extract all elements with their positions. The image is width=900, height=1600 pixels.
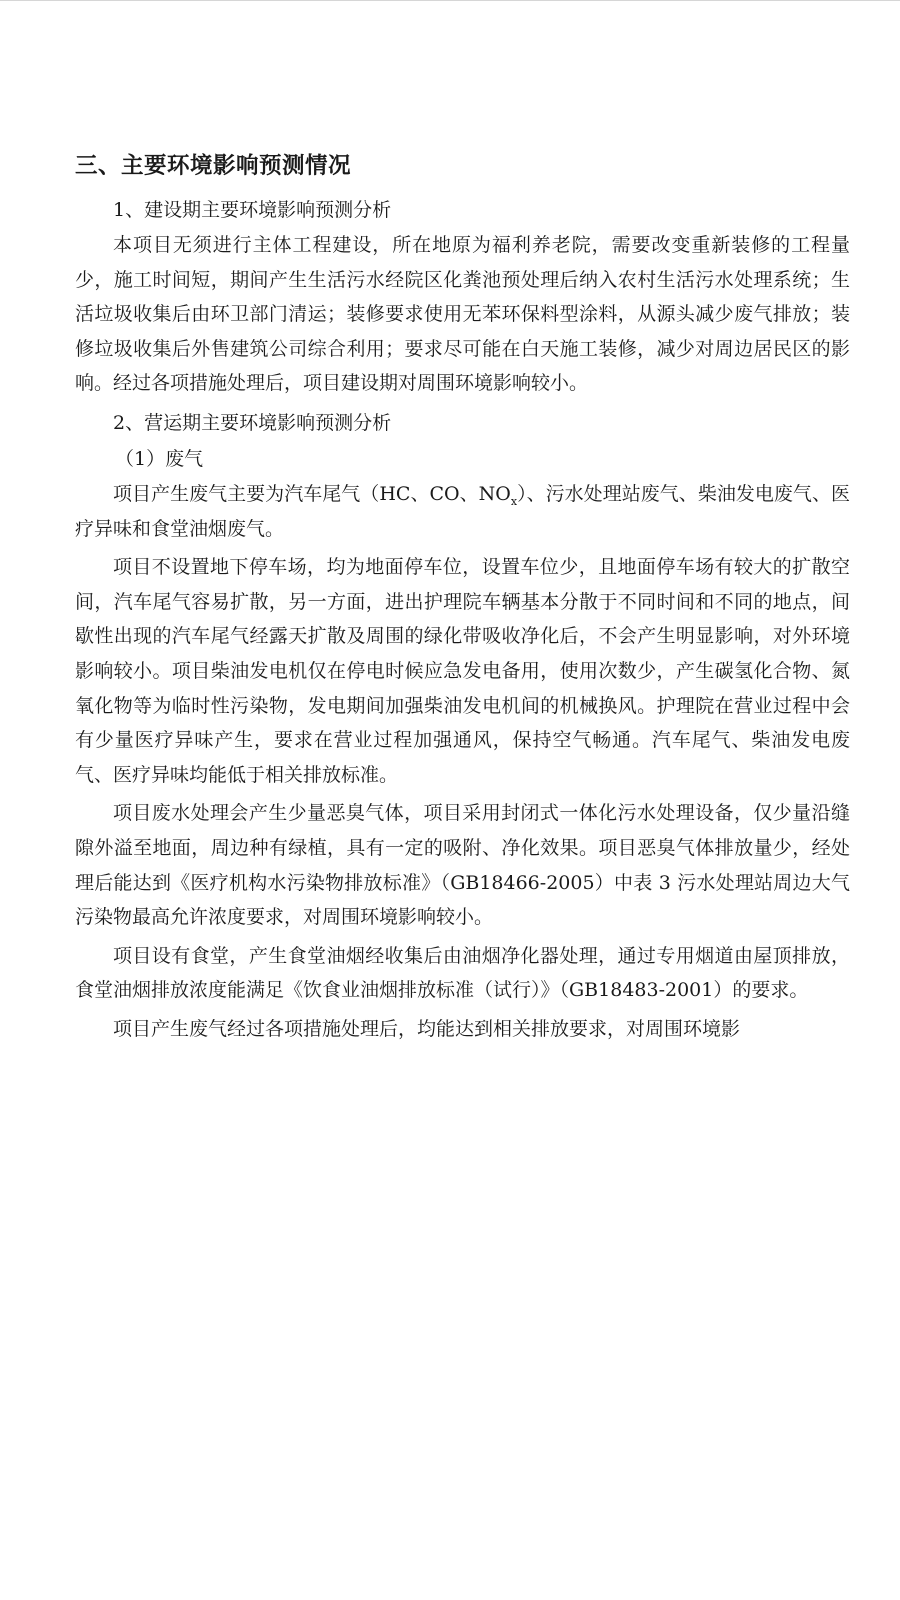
gas-paragraph-3: 项目废水处理会产生少量恶臭气体，项目采用封闭式一体化污水处理设备，仅少量沿缝隙外溢至地面，周边种有绿植，具有一定的吸附、净化效果。项目恶臭气体排放量少，经处理后能达到《医疗机构水污染物排放标准》（GB18466-2005）中表 3 污水处理站周边大气污染物最高允许浓度要求，对周围环境影响较小。	[75, 802, 850, 929]
gas-paragraph-2: 项目不设置地下停车场，均为地面停车位，设置车位少，且地面停车场有较大的扩散空间，汽车尾气容易扩散，另一方面，进出护理院车辆基本分散于不同时间和不同的地点，间歇性出现的汽车尾气经露天扩散及周围的绿化带吸收净化后，不会产生明显影响，对外环境影响较小。项目柴油发电机仅在停电时候应急发电备用，使用次数少，产生碳氢化合物、氮氧化物等为临时性污染物，发电期间加强柴油发电机间的机械换风。护理院在营业过程中会有少量医疗异味产生，要求在营业过程加强通风，保持空气畅通。汽车尾气、柴油发电废气、医疗异味均能低于相关排放标准。	[75, 556, 850, 786]
gas-paragraph-1	[75, 477, 850, 546]
gas-paragraph-4: 项目设有食堂，产生食堂油烟经收集后由油烟净化器处理，通过专用烟道由屋顶排放，食堂油烟排放浓度能满足《饮食业油烟排放标准（试行）》（GB18483-2001）的要求。	[75, 944, 850, 1002]
operation-heading: 2、营运期主要环境影响预测分析	[113, 411, 392, 434]
construction-heading: 1、建设期主要环境影响预测分析	[113, 199, 392, 221]
gas-paragraph-1-after: ）、污水处理站废气、柴油发电废气、医疗异味和食堂油烟废气。	[75, 482, 850, 540]
gas-paragraph-5: 项目产生废气经过各项措施处理后，均能达到相关排放要求，对周围环境影	[113, 1017, 741, 1040]
section-title: 三、主要环境影响预测情况	[75, 153, 352, 179]
gas-paragraph-1-before: 项目产生废气主要为汽车尾气（HC、CO、NO	[113, 482, 511, 505]
nox-subscript: x	[510, 494, 518, 508]
document-body	[75, 146, 850, 1050]
top-divider	[0, 0, 900, 1]
gas-heading: （1）废气	[115, 447, 204, 470]
construction-paragraph: 本项目无须进行主体工程建设，所在地原为福利养老院，需要改变重新装修的工程量少，施工时间短，期间产生生活污水经院区化粪池预处理后纳入农村生活污水处理系统；生活垃圾收集后由环卫部门清运；装修要求使用无苯环保料型涂料，从源头减少废气排放；装修垃圾收集后外售建筑公司综合利用；要求尽可能在白天施工装修，减少对周边居民区的影响。经过各项措施处理后，项目建设期对周围环境影响较小。	[75, 234, 850, 395]
